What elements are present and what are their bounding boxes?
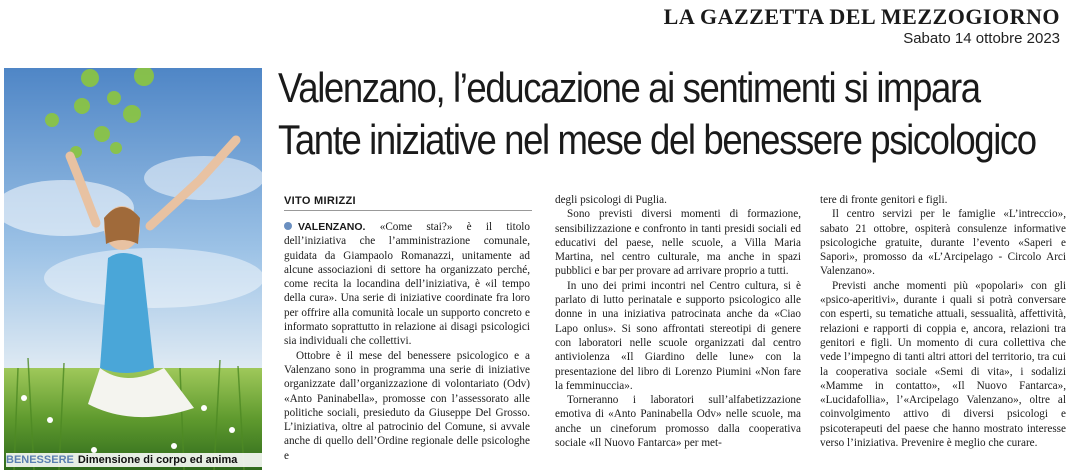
headline-subtitle: Tante iniziative nel mese del benessere psicologico [278, 116, 1036, 163]
paragraph-text: In uno dei primi incontri nel Centro cultura, si è parlato di lutto perinatale e supporto psicologico alle donne in una iniziativa patrocinata anche da «Ciao Lapo onlus». Si sono affrontati stereotipi di genere con laboratori nelle scuole organizzati dal centro antiviolenza «Il Giardino delle lune» con la presentazione del libro di Lorenzo Piumini «Non fare la femminuccia». [555, 279, 801, 392]
paragraph-text: Il centro servizi per le famiglie «L’intreccio», sabato 21 ottobre, ospiterà consulenze informative psicologiche gratuite, durante l’evento «Saperi e Sapori», promosso da «L’Arcipelago - Circolo Arci Valenzano». [820, 208, 1066, 278]
headline [278, 62, 1036, 166]
article-column-1 [284, 220, 530, 463]
publication-date: Sabato 14 ottobre 2023 [903, 30, 1060, 47]
article-paragraph [820, 207, 1066, 278]
article-column-2 [555, 193, 801, 450]
paragraph-text: Sono previsti diversi momenti di formazione, sensibilizzazione e confronto in tanti presidi sociali ed educativi del paese, nelle scuole, a Villa Maria Martina, nel centro culturale, ma anche in spazi pubblici e bar per provare ad arrivare proprio a tutti. [555, 208, 801, 278]
article-paragraph [555, 193, 801, 207]
newspaper-name: LA GAZZETTA DEL MEZZOGIORNO [663, 4, 1060, 29]
caption-text: Dimensione di corpo ed anima [77, 454, 238, 466]
byline: VITO MIRIZZI [284, 195, 532, 211]
article-paragraph [284, 349, 530, 463]
headline-title: Valenzano, l’educazione ai sentimenti si impara [278, 64, 980, 111]
paragraph-text: «Come stai?» è il titolo dell’iniziativa che l’amministrazione comunale, guidata da Giampaolo Romanazzi, unitamente ad alcune associazioni di settore ha organizzato perché, come recita la locandina dell’iniziativa, è «il tempo della cura». Una serie di iniziative coordinate fra loro per offrire alla comunità locale un supporto concreto e informato soprattutto in relazione ai disagi psicologici sia individuali che collettivi. [284, 221, 531, 348]
bullet-icon [284, 222, 292, 230]
paragraph-text: Torneranno i laboratori sull’alfabetizzazione emotiva di «Anto Paninabella Odv» nelle scuole, ma anche un cineforum promosso dalla cooperativa sociale «Il Nuovo Fantarca» per met- [555, 394, 801, 450]
paragraph-text: Previsti anche momenti più «popolari» con gli «psico-aperitivi», durante i quali si potrà conversare con esperti, su tematiche attuali, sessualità, affettività, relazioni e rapporti di coppia e, ancora, relazioni tra genitori e figli. Un momento di cura collettiva che vede l’impegno di tanti altri attori del territorio, tra cui la cooperativa sociale «Semi di vita», i sodalizi «Mamme in contatto», «Il Nuovo Fantarca», «Lucidafollia», l’«Arcipelago Valenzano», oltre al coinvolgimento attivo di diversi psicologi e psicoterapeuti del paese che hanno mostrato interesse verso l’iniziativa. Prevenire è meglio che curare. [820, 279, 1066, 450]
paragraph-text: tere di fronte genitori e figli. [820, 194, 948, 206]
article-paragraph [820, 193, 1066, 207]
photo-caption [6, 453, 262, 467]
article-photo [4, 68, 262, 470]
article-column-3 [820, 193, 1066, 450]
article-paragraph [284, 220, 530, 349]
article-paragraph [820, 279, 1066, 451]
masthead [664, 4, 1060, 48]
woman-in-meadow-image [4, 68, 262, 470]
dateline: VALENZANO. [298, 221, 366, 233]
paragraph-text: degli psicologi di Puglia. [555, 194, 667, 206]
article-paragraph [555, 279, 801, 393]
article-paragraph [555, 393, 801, 450]
article-paragraph [555, 207, 801, 278]
paragraph-text: Ottobre è il mese del benessere psicologico e a Valenzano sono in programma una serie di iniziative organizzate dall’organizzazione di volontariato (Odv) «Anto Paninabella», promosse con l’assessorato alle politiche sociali, presieduto da Giuseppe Del Grosso. L’iniziativa, oltre al patrocinio del Comune, si avvale anche di quello dell’Ordine regionale delle psicologhe e [284, 349, 530, 462]
caption-kicker: BENESSERE [6, 454, 74, 466]
